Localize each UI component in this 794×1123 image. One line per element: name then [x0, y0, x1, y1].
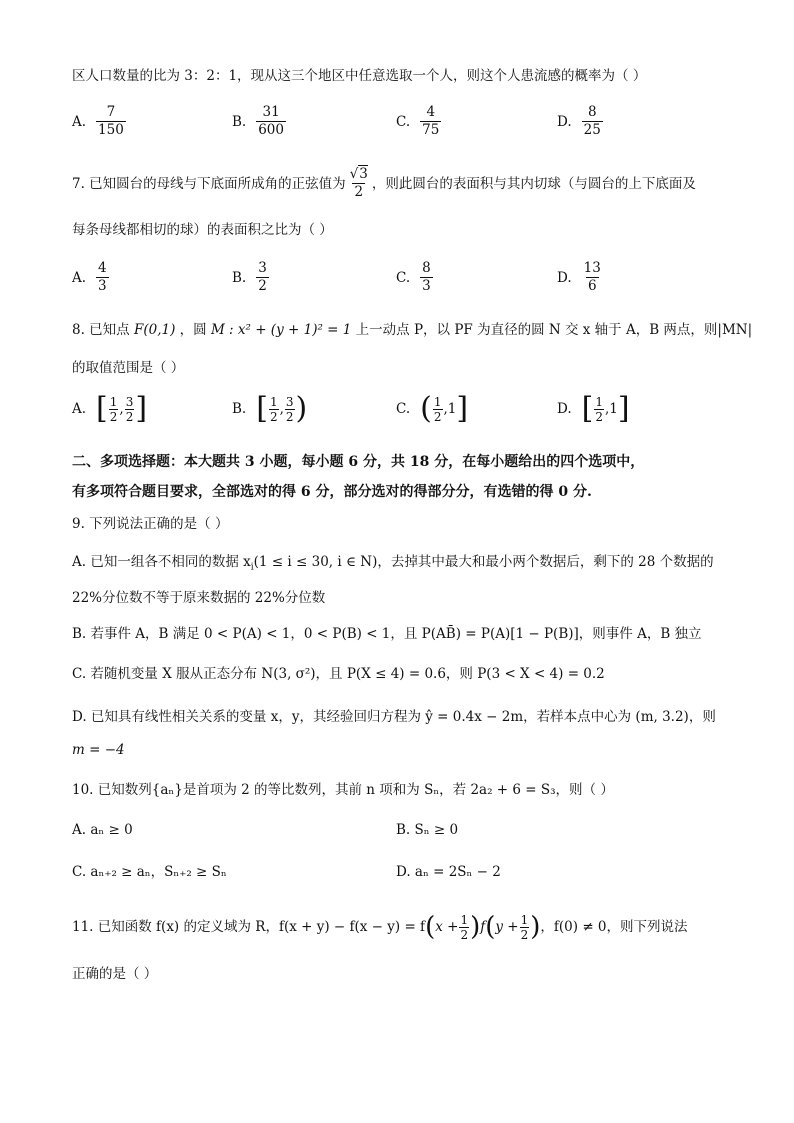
q10-option-a: A. aₙ ≥ 0 [72, 822, 133, 838]
q7-option-a [72, 260, 109, 295]
denominator: 2 [269, 409, 278, 424]
denominator: 75 [422, 122, 440, 138]
fraction [256, 104, 286, 139]
fraction [256, 260, 269, 295]
denominator: 2 [258, 278, 267, 294]
fraction [125, 395, 135, 424]
q9-a-text: A. 已知一组各不相同的数据 x [72, 554, 251, 570]
numerator: 8 [422, 260, 431, 276]
numerator: 1 [109, 394, 118, 409]
q7-option-d [557, 260, 603, 295]
numerator: 3 [285, 394, 294, 409]
q9-option-d: D. 已知具有线性相关关系的变量 x，y，其经验回归方程为 ŷ = 0.4x − 2m，若样本点中心为 (m, 3.2)，则 [72, 709, 716, 725]
circle-m-equation: M : x² + (y + 1)² = 1 [210, 322, 352, 338]
option-label: C. [396, 113, 411, 130]
q11-x-expr: x + [435, 919, 459, 935]
denominator: 25 [583, 122, 601, 138]
fraction [96, 104, 126, 139]
q9-option-b: B. 若事件 A，B 满足 0 < P(A) < 1，0 < P(B) < 1，且 P(AB̄) = P(A)[1 − P(B)]，则事件 A，B 独立 [72, 626, 702, 642]
bracket-close: ] [456, 391, 469, 426]
denominator: 2 [285, 409, 294, 424]
fraction [285, 395, 295, 424]
numerator: 3 [258, 260, 267, 276]
question-7-stem [72, 166, 696, 201]
fraction [433, 395, 443, 424]
question-8-stem [72, 320, 752, 340]
question-10-stem: 10. 已知数列{aₙ}是首项为 2 的等比数列，其前 n 项和为 Sₙ，若 2a₂ + 6 = S₃，则（ ） [72, 782, 614, 798]
q10-option-b: B. Sₙ ≥ 0 [396, 822, 459, 838]
denominator: 2 [520, 927, 529, 942]
sqrt-arg: 3 [359, 166, 368, 182]
bracket-open: [ [581, 391, 594, 426]
option-label: D. [557, 401, 572, 417]
fraction [109, 395, 119, 424]
q9-option-a: A. 已知一组各不相同的数据 $x_i(1 \le i \le 30$, i ∈ N)，去掉其中最大和最小两个数据后，剩下的 28 个数据的 [72, 554, 714, 573]
q9-option-d-line2 [72, 740, 125, 760]
q11-text-2: ，f(0) ≠ 0，则下列说法 [540, 919, 688, 935]
q7-option-b [232, 260, 269, 295]
q8-text-2: ，圆 [179, 322, 207, 338]
bracket-close: ) [295, 391, 308, 426]
denominator: 2 [354, 184, 364, 200]
fraction [420, 260, 433, 295]
fraction [582, 260, 603, 295]
q10-option-d: D. aₙ = 2Sₙ − 2 [396, 864, 501, 880]
option-label: A. [72, 113, 87, 130]
denominator: 2 [595, 409, 603, 424]
question-11-stem: 11. 已知函数 f(x) 的定义域为 R，f(x + y) − f(x − y) = f ( x + $\frac{1}{2}$ ) f ( y + $\frac{1}{2}$ ) ，f(0) ≠ 0，则下列说法 [72, 912, 688, 942]
section-2-heading: 二、多项选择题：本大题共 3 小题，每小题 6 分，共 18 分，在每小题给出的四个选项中， [72, 454, 645, 470]
interval-tail: ,1 [443, 401, 457, 417]
numerator: 1 [269, 394, 278, 409]
numerator: 3 [125, 394, 134, 409]
question-6-stem-tail: 区人口数量的比为 3：2：1，现从这三个地区中任意选取一个人，则这个人患流感的概率为（ ） [72, 68, 647, 84]
q9-option-a-line2: 22%分位数不等于原来数据的 22%分位数 [72, 590, 326, 606]
bracket-close: ] [617, 391, 630, 426]
q9-option-c: C. 若随机变量 X 服从正态分布 N(3, σ²)，且 P(X ≤ 4) = 0.6，则 P(3 < X < 4) = 0.2 [72, 666, 605, 682]
denominator: 600 [258, 122, 284, 138]
option-label: A. [72, 401, 87, 417]
q6-option-a [72, 104, 126, 139]
option-label: B. [232, 269, 247, 286]
numerator: 13 [583, 260, 601, 276]
denominator: 2 [433, 409, 442, 424]
option-label: B. [232, 113, 247, 130]
option-label: B. [232, 401, 247, 417]
fraction [420, 104, 441, 139]
q7-sqrt-fraction: $\frac{√3}{2}$ [349, 166, 368, 200]
q8-option-d [557, 391, 630, 426]
fraction [459, 913, 469, 942]
question-9-stem: 9. 下列说法正确的是（ ） [72, 516, 229, 532]
point-f: F(0,1) [133, 322, 176, 338]
q8-option-c [396, 391, 469, 426]
q8-option-a: A. [ $\frac{1}{2}$ , $\frac{3}{2}$ ] [72, 391, 148, 426]
q8-option-b: B. [ $\frac{1}{2}$ , $\frac{3}{2}$ ) [232, 391, 308, 426]
numerator: 1 [433, 394, 442, 409]
numerator: 1 [460, 912, 469, 927]
denominator: 3 [98, 278, 107, 294]
fraction [96, 260, 109, 295]
q11-f: f [480, 919, 486, 935]
option-label: A. [72, 269, 87, 286]
denominator: 150 [98, 122, 124, 138]
numerator: 4 [98, 260, 107, 276]
numerator: 4 [426, 104, 436, 120]
numerator: 7 [106, 104, 116, 120]
q7-text-1: 7. 已知圆台的母线与下底面所成角的正弦值为 [72, 175, 346, 192]
q11-y-expr: y + [495, 919, 519, 935]
q6-option-d [557, 104, 603, 139]
q7-option-c [396, 260, 433, 295]
q8-text-3: 上一动点 P，以 PF 为直径的圆 N 交 x 轴于 A，B 两点，则|MN| [355, 322, 753, 338]
fraction [582, 104, 603, 139]
bracket-open: [ [256, 391, 268, 426]
denominator: 2 [460, 927, 469, 942]
bracket-open: [ [96, 391, 108, 426]
question-7-stem-line2: 每条母线都相切的球）的表面积之比为（ ） [72, 222, 333, 238]
denominator: 2 [125, 409, 134, 424]
numerator: 1 [520, 912, 529, 927]
q9-d-answer: m = −4 [72, 742, 125, 758]
fraction [269, 395, 279, 424]
interval-tail: ,1 [605, 401, 618, 417]
denominator: 3 [422, 278, 431, 294]
option-label: C. [396, 401, 411, 417]
numerator: 1 [595, 394, 603, 409]
fraction [594, 395, 604, 424]
option-label: D. [557, 113, 572, 130]
denominator: 6 [587, 278, 597, 294]
q8-text-1: 8. 已知点 [72, 322, 130, 338]
q6-option-b [232, 104, 286, 139]
q9-a-text-2: (1 ≤ i ≤ 30, i ∈ N)，去掉其中最大和最小两个数据后，剩下的 28 个数据的 [253, 554, 714, 570]
section-2-heading-line2: 有多项符合题目要求，全部选对的得 6 分，部分选对的得部分分，有选错的得 0 分. [72, 484, 592, 500]
bracket-open: ( [420, 391, 432, 426]
q10-option-c: C. aₙ₊₂ ≥ aₙ，Sₙ₊₂ ≥ Sₙ [72, 864, 227, 880]
numerator: 31 [262, 104, 280, 120]
q11-text-1: 11. 已知函数 f(x) 的定义域为 R，f(x + y) − f(x − y) = f [72, 919, 426, 935]
fraction [520, 913, 530, 942]
numerator: 8 [587, 104, 597, 120]
q7-text-2: ，则此圆台的表面积与其内切球（与圆台的上下底面及 [371, 175, 696, 192]
question-8-stem-line2: 的取值范围是（ ） [72, 360, 185, 376]
q6-option-c [396, 104, 441, 139]
option-label: C. [396, 269, 411, 286]
option-label: D. [557, 269, 572, 286]
bracket-close: ] [135, 391, 148, 426]
question-11-stem-line2: 正确的是（ ） [72, 966, 158, 982]
denominator: 2 [109, 409, 118, 424]
